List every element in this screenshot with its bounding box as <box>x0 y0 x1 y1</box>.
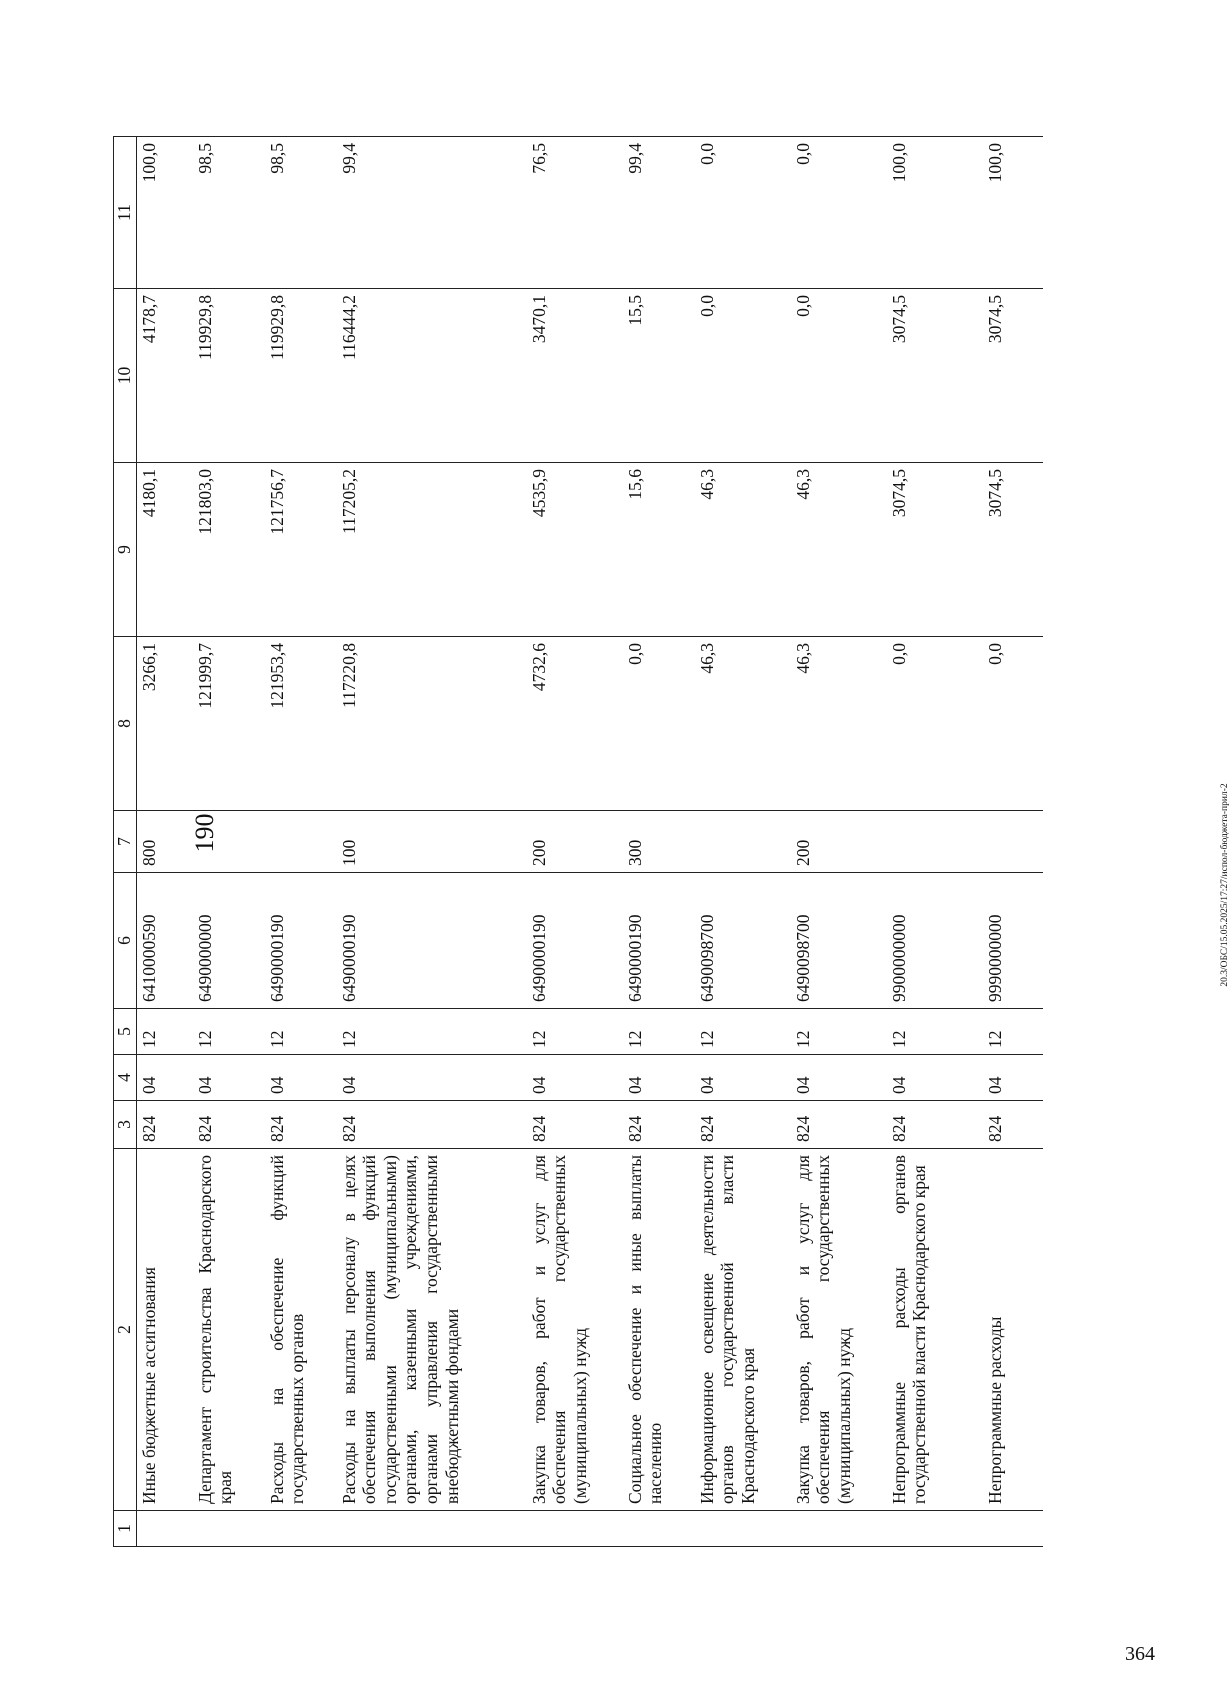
page-number-top: 190 <box>190 813 219 853</box>
cell-c5: 12 <box>791 1009 887 1055</box>
cell-c6: 6490000190 <box>527 873 623 1009</box>
cell-c3: 824 <box>265 1101 337 1149</box>
cell-c1 <box>265 1511 337 1547</box>
cell-c8: 0,0 <box>887 637 983 811</box>
cell-c9: 15,6 <box>623 463 695 637</box>
cell-c3: 824 <box>527 1101 623 1149</box>
col-header: 6 <box>114 873 137 1009</box>
table-row <box>337 137 527 1547</box>
cell-c7 <box>983 811 1043 873</box>
cell-c6: 6490000000 <box>193 873 265 1009</box>
cell-c5: 12 <box>695 1009 791 1055</box>
cell-c11: 76,5 <box>527 137 623 289</box>
cell-c7 <box>265 811 337 873</box>
cell-c9: 121756,7 <box>265 463 337 637</box>
cell-c5: 12 <box>983 1009 1043 1055</box>
cell-c1 <box>791 1511 887 1547</box>
cell-c8: 4732,6 <box>527 637 623 811</box>
cell-name: Департамент строительства Краснодарского края <box>193 1149 265 1511</box>
cell-c1 <box>527 1511 623 1547</box>
cell-c10: 4178,7 <box>137 289 193 463</box>
cell-c10: 3074,5 <box>983 289 1043 463</box>
cell-c8: 0,0 <box>983 637 1043 811</box>
cell-c3: 824 <box>337 1101 527 1149</box>
cell-c8: 3266,1 <box>137 637 193 811</box>
cell-c3: 824 <box>193 1101 265 1149</box>
col-header: 3 <box>114 1101 137 1149</box>
cell-c5: 12 <box>887 1009 983 1055</box>
col-header: 11 <box>114 137 137 289</box>
cell-c4: 04 <box>527 1055 623 1101</box>
cell-c11: 99,4 <box>337 137 527 289</box>
cell-c1 <box>695 1511 791 1547</box>
table-row <box>623 137 695 1547</box>
col-header: 10 <box>114 289 137 463</box>
cell-c3: 824 <box>887 1101 983 1149</box>
cell-c6: 9990000000 <box>983 873 1043 1009</box>
cell-c8: 46,3 <box>791 637 887 811</box>
cell-c7: 100 <box>337 811 527 873</box>
cell-c10: 119929,8 <box>265 289 337 463</box>
cell-c9: 4180,1 <box>137 463 193 637</box>
cell-name: Расходы на выплаты персоналу в целях обеспечения выполнения функций государственными (муниципальными) органами, казенными учреждениями, органами управления государственными внебюджетными фондами <box>337 1149 527 1511</box>
cell-c1 <box>887 1511 983 1547</box>
cell-c1 <box>983 1511 1043 1547</box>
table-row <box>193 137 265 1547</box>
cell-name: Иные бюджетные ассигнования <box>137 1149 193 1511</box>
cell-c4: 04 <box>623 1055 695 1101</box>
cell-c4: 04 <box>137 1055 193 1101</box>
table-row <box>695 137 791 1547</box>
table-row <box>887 137 983 1547</box>
cell-c1 <box>623 1511 695 1547</box>
cell-c1 <box>137 1511 193 1547</box>
cell-c3: 824 <box>983 1101 1043 1149</box>
table-row <box>791 137 887 1547</box>
cell-c6: 9900000000 <box>887 873 983 1009</box>
cell-c9: 117205,2 <box>337 463 527 637</box>
cell-c9: 46,3 <box>695 463 791 637</box>
cell-c1 <box>337 1511 527 1547</box>
cell-c11: 100,0 <box>983 137 1043 289</box>
cell-c7: 200 <box>791 811 887 873</box>
cell-c6: 6490000190 <box>623 873 695 1009</box>
cell-c8: 117220,8 <box>337 637 527 811</box>
cell-c5: 12 <box>623 1009 695 1055</box>
cell-c10: 119929,8 <box>193 289 265 463</box>
cell-name: Закупка товаров, работ и услуг для обеспечения государственных (муниципальных) нужд <box>791 1149 887 1511</box>
cell-c5: 12 <box>337 1009 527 1055</box>
cell-c11: 0,0 <box>695 137 791 289</box>
cell-c9: 4535,9 <box>527 463 623 637</box>
cell-name: Закупка товаров, работ и услуг для обеспечения государственных (муниципальных) нужд <box>527 1149 623 1511</box>
cell-c4: 04 <box>887 1055 983 1101</box>
cell-name: Непрограммные расходы <box>983 1149 1043 1511</box>
cell-c11: 98,5 <box>265 137 337 289</box>
cell-c9: 46,3 <box>791 463 887 637</box>
cell-c8: 0,0 <box>623 637 695 811</box>
col-header: 4 <box>114 1055 137 1101</box>
cell-c7: 200 <box>527 811 623 873</box>
cell-c5: 12 <box>265 1009 337 1055</box>
col-header: 5 <box>114 1009 137 1055</box>
cell-c5: 12 <box>193 1009 265 1055</box>
cell-c4: 04 <box>265 1055 337 1101</box>
col-header: 7 <box>114 811 137 873</box>
cell-c4: 04 <box>193 1055 265 1101</box>
cell-c6: 6410000590 <box>137 873 193 1009</box>
cell-c3: 824 <box>623 1101 695 1149</box>
cell-c7 <box>695 811 791 873</box>
cell-c1 <box>193 1511 265 1547</box>
table-row <box>137 137 193 1547</box>
cell-c9: 3074,5 <box>887 463 983 637</box>
cell-c7 <box>887 811 983 873</box>
table-row <box>265 137 337 1547</box>
cell-c10: 0,0 <box>695 289 791 463</box>
cell-name: Непрограммные расходы органов государственной власти Краснодарского края <box>887 1149 983 1511</box>
cell-c6: 6490098700 <box>791 873 887 1009</box>
table-header-row <box>114 137 137 1547</box>
cell-c3: 824 <box>137 1101 193 1149</box>
cell-c11: 100,0 <box>887 137 983 289</box>
cell-c5: 12 <box>137 1009 193 1055</box>
cell-c3: 824 <box>791 1101 887 1149</box>
cell-c4: 04 <box>791 1055 887 1101</box>
cell-c5: 12 <box>527 1009 623 1055</box>
cell-c6: 6490000190 <box>337 873 527 1009</box>
cell-c8: 46,3 <box>695 637 791 811</box>
cell-c8: 121999,7 <box>193 637 265 811</box>
cell-c7: 300 <box>623 811 695 873</box>
cell-c4: 04 <box>695 1055 791 1101</box>
cell-c9: 3074,5 <box>983 463 1043 637</box>
cell-c7: 800 <box>137 811 193 873</box>
cell-c3: 824 <box>695 1101 791 1149</box>
cell-c4: 04 <box>983 1055 1043 1101</box>
cell-c11: 0,0 <box>791 137 887 289</box>
table-row <box>983 137 1043 1547</box>
cell-c10: 15,5 <box>623 289 695 463</box>
cell-name: Расходы на обеспечение функций государственных органов <box>265 1149 337 1511</box>
budget-table <box>113 136 1043 1547</box>
cell-c11: 99,4 <box>623 137 695 289</box>
cell-c10: 0,0 <box>791 289 887 463</box>
col-header: 8 <box>114 637 137 811</box>
col-header: 9 <box>114 463 137 637</box>
cell-c10: 3074,5 <box>887 289 983 463</box>
cell-c6: 6490098700 <box>695 873 791 1009</box>
cell-c7 <box>193 811 265 873</box>
cell-c10: 116444,2 <box>337 289 527 463</box>
cell-name: Социальное обеспечение и иные выплаты населению <box>623 1149 695 1511</box>
cell-c11: 100,0 <box>137 137 193 289</box>
page-number-bottom: 364 <box>1125 1643 1155 1665</box>
rotated-table-container <box>113 137 1053 1547</box>
table-row <box>527 137 623 1547</box>
cell-c6: 6490000190 <box>265 873 337 1009</box>
cell-c11: 98,5 <box>193 137 265 289</box>
cell-c8: 121953,4 <box>265 637 337 811</box>
cell-c9: 121803,0 <box>193 463 265 637</box>
document-stamp: 20.3/ОБС/15.05.2025/17:27/испол-бюджета-прил-2 <box>1220 783 1230 987</box>
cell-c4: 04 <box>337 1055 527 1101</box>
cell-c10: 3470,1 <box>527 289 623 463</box>
col-header: 1 <box>114 1511 137 1547</box>
col-header: 2 <box>114 1149 137 1511</box>
cell-name: Информационное освещение деятельности органов государственной власти Краснодарского края <box>695 1149 791 1511</box>
